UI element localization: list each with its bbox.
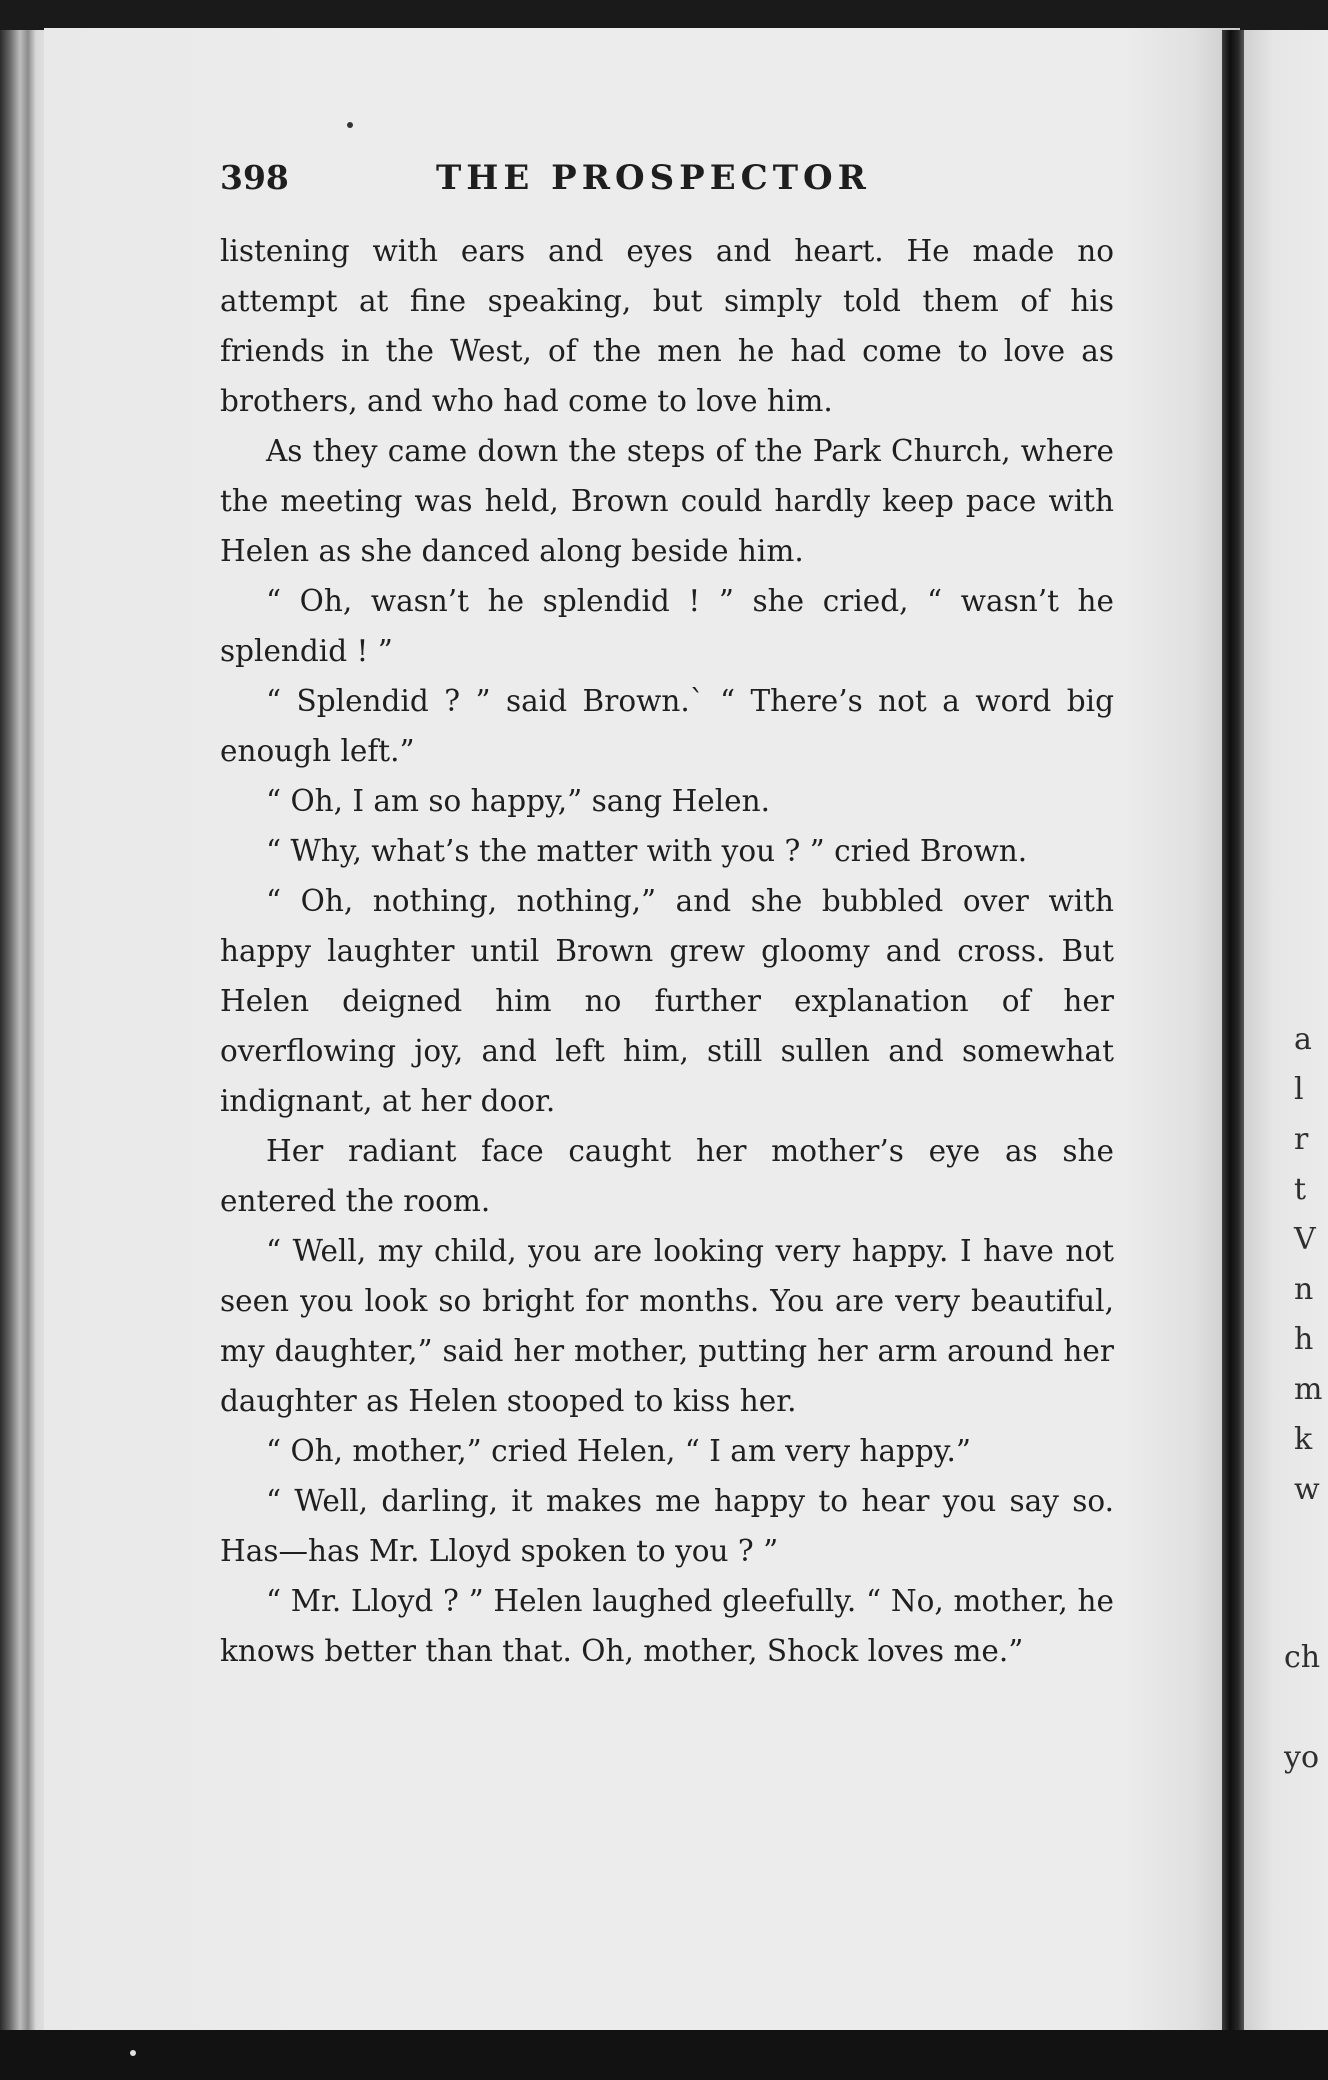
ink-speck bbox=[347, 122, 353, 128]
facing-page-fragment: V bbox=[1294, 1222, 1316, 1257]
running-title: THE PROSPECTOR bbox=[436, 158, 871, 198]
paragraph: “ Splendid ? ” said Brown.` “ There’s not a word big enough left.” bbox=[220, 684, 1114, 768]
facing-page-fragment: n bbox=[1294, 1272, 1314, 1307]
left-page-edges bbox=[0, 30, 48, 2030]
paragraph: As they came down the steps of the Park Church, where the meeting was held, Brown could hardly keep pace with Helen as she danced along beside him. bbox=[220, 434, 1114, 568]
paragraph: “ Oh, wasn’t he splendid ! ” she cried, “ wasn’t he splendid ! ” bbox=[220, 584, 1114, 668]
paragraph: “ Mr. Lloyd ? ” Helen laughed gleefully. “ No, mother, he knows better than that. Oh, mother, Shock loves me.” bbox=[220, 1584, 1114, 1668]
facing-page-fragment: l bbox=[1294, 1072, 1304, 1107]
facing-page-fragment: yo bbox=[1284, 1740, 1320, 1775]
paragraph: listening with ears and eyes and heart. He made no attempt at fine speaking, but simply told them of his friends in the West, of the men he had come to love as brothers, and who had come to love him. bbox=[220, 234, 1114, 418]
paragraph: “ Well, my child, you are looking very happy. I have not seen you look so bright for months. You are very beautiful, my daughter,” said her mother, putting her arm around her daughter as Helen stooped to kiss her. bbox=[220, 1234, 1114, 1418]
body-text bbox=[220, 226, 1114, 1676]
facing-page-fragment: h bbox=[1294, 1322, 1314, 1357]
paragraph: “ Oh, I am so happy,” sang Helen. bbox=[266, 784, 771, 818]
paragraph: “ Oh, mother,” cried Helen, “ I am very happy.” bbox=[266, 1434, 972, 1468]
paragraph: “ Oh, nothing, nothing,” and she bubbled over with happy laughter until Brown grew gloomy and cross. But Helen deigned him no further explanation of her overflowing joy, and left him, still sullen and somewhat indignant, at her door. bbox=[220, 884, 1114, 1118]
facing-page bbox=[1244, 30, 1328, 2030]
book-gutter bbox=[1222, 30, 1244, 2030]
facing-page-fragment: w bbox=[1294, 1472, 1320, 1507]
facing-page-fragment: a bbox=[1294, 1022, 1312, 1057]
facing-page-fragment: m bbox=[1294, 1372, 1323, 1407]
ink-speck bbox=[130, 2050, 136, 2056]
scan-bottom-border bbox=[0, 2030, 1328, 2080]
running-head bbox=[220, 158, 920, 202]
paragraph: “ Well, darling, it makes me happy to hear you say so. Has—has Mr. Lloyd spoken to you ? ” bbox=[220, 1484, 1114, 1568]
facing-page-fragment: t bbox=[1294, 1172, 1307, 1207]
scan-top-border bbox=[0, 0, 1328, 30]
facing-page-fragment: ch bbox=[1284, 1640, 1321, 1675]
page-number: 398 bbox=[220, 158, 289, 197]
paragraph: “ Why, what’s the matter with you ? ” cried Brown. bbox=[266, 834, 1028, 868]
facing-page-fragment: k bbox=[1294, 1422, 1313, 1457]
facing-page-fragment: r bbox=[1294, 1122, 1309, 1157]
paragraph: Her radiant face caught her mother’s eye as she entered the room. bbox=[220, 1134, 1114, 1218]
